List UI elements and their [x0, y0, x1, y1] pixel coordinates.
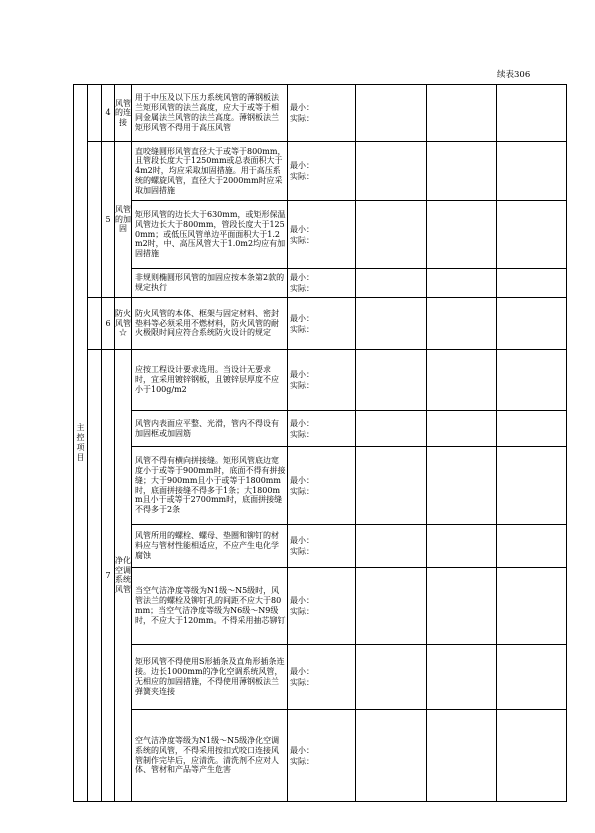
requirement-text: 风管所用的螺栓、螺母、垫圈和铆钉的材料应与管材性能相适应，不应产生电化学腐蚀: [132, 525, 288, 568]
value-cell: [288, 201, 356, 269]
requirement-text: 当空气洁净度等级为N1级～N5级时，风管法兰的螺栓及铆钉孔的间距不应大于80mm；当空气洁净度等级为N6级～N9级时，不应大于120mm。不得采用抽芯铆钉: [132, 568, 288, 645]
actual-label: 实际：: [290, 114, 314, 123]
actual-label: 实际：: [290, 607, 314, 616]
gutter-cell: [88, 298, 102, 350]
table-row: [74, 269, 567, 298]
requirement-text: 风管不得有横向拼接缝。矩形风管底边宽度小于或等于900mm时，底面不得有拼接缝；大于900mm且小于或等于1800mm时，底面拼接缝不得多于1条；大1800mm且小于或等于2700mm时，底面拼接缝不得多于2条: [132, 447, 288, 525]
min-label: 最小：: [290, 273, 314, 282]
min-label: 最小：: [290, 313, 314, 323]
record-cell: [497, 645, 567, 710]
value-cell: [288, 350, 356, 411]
record-cell: [356, 350, 427, 411]
record-cell: [497, 568, 567, 645]
value-cell: [288, 645, 356, 710]
item-number: 7: [102, 350, 115, 802]
record-cell: [356, 142, 427, 201]
record-cell: [356, 411, 427, 447]
section-label: 主控项目: [76, 423, 85, 462]
min-label: 最小：: [290, 418, 314, 428]
min-label: 最小：: [290, 224, 314, 234]
table-row: [74, 201, 567, 269]
record-cell: [427, 411, 497, 447]
record-cell: [497, 411, 567, 447]
table-row: [74, 142, 567, 201]
table-row: [74, 568, 567, 645]
item-name: 防火风管☆: [115, 309, 131, 337]
record-cell: [356, 525, 427, 568]
record-cell: [356, 447, 427, 525]
table-row: [74, 85, 567, 142]
requirement-text: 非规则椭圆形风管的加固应按本条第2款的规定执行: [132, 269, 288, 298]
table-row: [74, 447, 567, 525]
record-cell: [427, 645, 497, 710]
value-cell: [288, 142, 356, 201]
table-row: [74, 350, 567, 411]
value-cell: [288, 298, 356, 350]
record-cell: [427, 710, 497, 802]
actual-label: 实际：: [290, 429, 314, 439]
requirement-text: 用于中压及以下压力系统风管的薄钢板法兰矩形风管的法兰高度，应大于或等于相同金属法兰风管的法兰高度。薄钢板法兰矩形风管不得用于高压风管: [132, 85, 288, 142]
table-row: [74, 298, 567, 350]
table-body: [74, 85, 567, 802]
min-label: 最小：: [290, 475, 314, 485]
min-label: 最小：: [290, 667, 314, 676]
record-cell: [497, 201, 567, 269]
record-cell: [356, 85, 427, 142]
gutter-cell: [88, 142, 102, 298]
min-label: 最小：: [290, 745, 314, 755]
record-cell: [497, 269, 567, 298]
min-label: 最小：: [290, 161, 314, 170]
record-cell: [427, 269, 497, 298]
item-name-cell: [115, 298, 132, 350]
value-cell: [288, 447, 356, 525]
record-cell: [427, 142, 497, 201]
record-cell: [497, 350, 567, 411]
item-name: 净化空调系统风管: [115, 556, 131, 594]
table-row: [74, 411, 567, 447]
value-cell: [288, 568, 356, 645]
item-name: 风管的加固: [115, 205, 131, 233]
value-cell: [288, 269, 356, 298]
record-cell: [356, 201, 427, 269]
actual-label: 实际：: [290, 172, 314, 181]
record-cell: [497, 525, 567, 568]
value-cell: [288, 710, 356, 802]
actual-label: 实际：: [290, 486, 314, 496]
record-cell: [427, 201, 497, 269]
gutter-cell: [88, 85, 102, 142]
item-number: 6: [102, 298, 115, 350]
record-cell: [497, 85, 567, 142]
actual-label: 实际：: [290, 235, 314, 245]
record-cell: [427, 350, 497, 411]
record-cell: [497, 298, 567, 350]
table-row: [74, 525, 567, 568]
actual-label: 实际：: [290, 547, 314, 556]
min-label: 最小：: [290, 370, 314, 379]
actual-label: 实际：: [290, 324, 314, 334]
record-cell: [356, 269, 427, 298]
value-cell: [288, 411, 356, 447]
min-label: 最小：: [290, 596, 314, 605]
record-cell: [427, 298, 497, 350]
requirement-text: 应按工程设计要求选用。当设计无要求时，宜采用镀锌钢板，且镀锌层厚度不应小于100g/m2: [132, 350, 288, 411]
requirement-text: 风管内表面应平整、光滑，管内不得设有加固框或加固筋: [132, 411, 288, 447]
actual-label: 实际：: [290, 381, 314, 390]
requirement-text: 防火风管的本体、框架与固定材料、密封垫料等必须采用不燃材料，防火风管的耐火极限时间应符合系统防火设计的规定: [132, 298, 288, 350]
requirement-text: 直咬缝圆形风管直径大于或等于800mm，且管段长度大于1250mm或总表面积大于4m2时，均应采取加固措施。用于高压系统的螺旋风管，直径大于2000mm时应采取加固措施: [132, 142, 288, 201]
value-cell: [288, 85, 356, 142]
record-cell: [427, 525, 497, 568]
record-cell: [356, 710, 427, 802]
item-name-cell: [115, 142, 132, 298]
record-cell: [497, 447, 567, 525]
min-label: 最小：: [290, 536, 314, 545]
item-name-cell: [115, 350, 132, 802]
value-cell: [288, 525, 356, 568]
record-cell: [497, 142, 567, 201]
requirement-text: 矩形风管的边长大于630mm，或矩形保温风管边长大于800mm，管段长度大于1250mm；或低压风管单边平面面积大于1.2m2时，中、高压风管大于1.0m2均应有加固措施: [132, 201, 288, 269]
requirement-text: 空气洁净度等级为N1级～N5级净化空调系统的风管，不得采用按扣式咬口连接风管制作完毕后，应清洗。清洗剂不应对人体、管材和产品等产生危害: [132, 710, 288, 802]
record-cell: [427, 85, 497, 142]
table-row: [74, 710, 567, 802]
item-name-cell: [115, 85, 132, 142]
inspection-table: [73, 84, 567, 802]
requirement-text: 矩形风管不得使用S形插条及直角形插条连接。边长1000mm的净化空调系统风管，无相应的加固措施，不得使用薄钢板法兰弹簧夹连接: [132, 645, 288, 710]
actual-label: 实际：: [290, 678, 314, 687]
record-cell: [356, 298, 427, 350]
item-name: 风管的连接: [115, 98, 131, 127]
record-cell: [356, 645, 427, 710]
record-cell: [356, 568, 427, 645]
min-label: 最小：: [290, 103, 314, 112]
item-number: 5: [102, 142, 115, 298]
continuation-label: 续表306: [497, 70, 531, 80]
record-cell: [497, 710, 567, 802]
record-cell: [427, 447, 497, 525]
record-cell: [427, 568, 497, 645]
actual-label: 实际：: [290, 284, 314, 293]
table-row: [74, 645, 567, 710]
item-number: 4: [102, 85, 115, 142]
section-cell: [74, 85, 88, 802]
gutter-cell: [88, 350, 102, 802]
actual-label: 实际：: [290, 756, 314, 766]
